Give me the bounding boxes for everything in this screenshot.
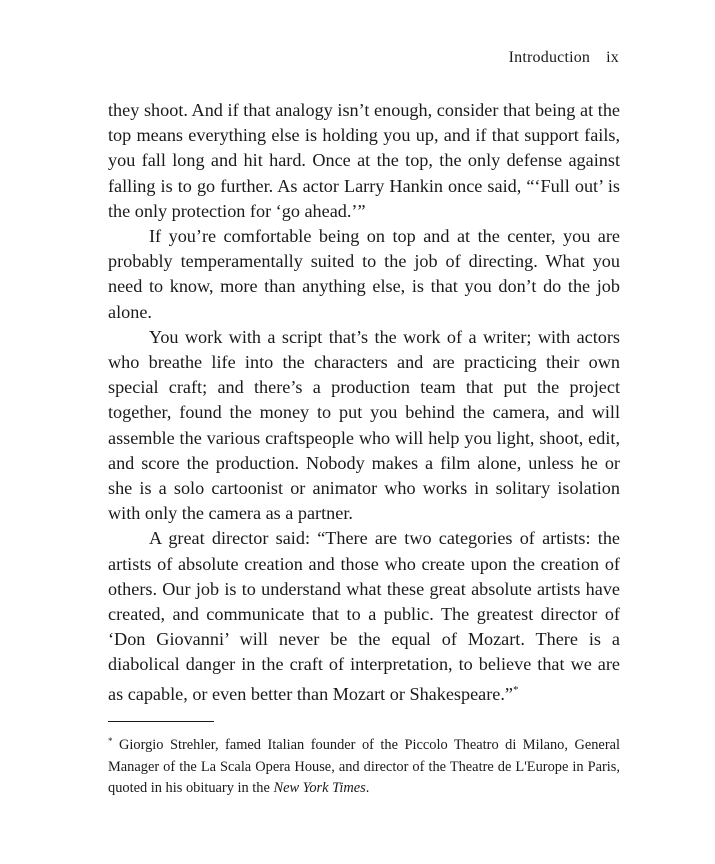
footnote-marker: * [108,736,113,746]
footnote-text: Giorgio Strehler, famed Italian founder of the Piccolo Theatro di Milano, General Manager of the La Scala Opera House, and director of the Theatre de L'Europe in Paris, quoted in his obituary in the [108,737,620,796]
running-head [509,49,619,67]
body-text [108,98,620,707]
footnote-reference: * [512,683,519,696]
paragraph-continued: they shoot. And if that analogy isn’t enough, consider that being at the top means everything else is holding you up, and if that support fails, you fall long and hit hard. Once at the top, the only defense against falling is to go further. As actor Larry Hankin once said, “‘Full out’ is the only protection for ‘go ahead.’” [108,100,620,221]
footnote-rule [108,721,214,722]
footnote-publication: New York Times [273,780,366,796]
paragraph-directing-temperament: If you’re comfortable being on top and at the center, you are probably temperamentally suited to the job of directing. What you need to know, more than anything else, is that you don’t do the job alone. [108,226,620,322]
running-head-section: Introduction [508,49,591,66]
paragraph-collaboration: You work with a script that’s the work of a writer; with actors who breathe life into the characters and are practicing their own special craft; and there’s a production team that put the project together, found the money to put you behind the camera, and will assemble the various craftspeople who will help you light, shoot, edit, and score the production. Nobody makes a film alone, unless he or she is a solo cartoonist or animator who works in solitary isolation with only the camera as a partner. [108,326,620,524]
page-number: ix [606,49,619,66]
footnote [108,731,620,800]
quote-text: A great director said: “There are two categories of artists: the artists of absolute creation and those who create upon the creation of others. Our job is to understand what these great absolute artists have created, and communicate that to a public. The greatest director of ‘Don Giovanni’ will never be the equal of Mozart. There is a diabolical danger in the craft of interpretation, to believe that we are as capable, or even better than Mozart or Shakespeare.” [108,528,620,704]
footnote-end: . [365,780,370,796]
paragraph-great-director-quote [108,526,620,706]
